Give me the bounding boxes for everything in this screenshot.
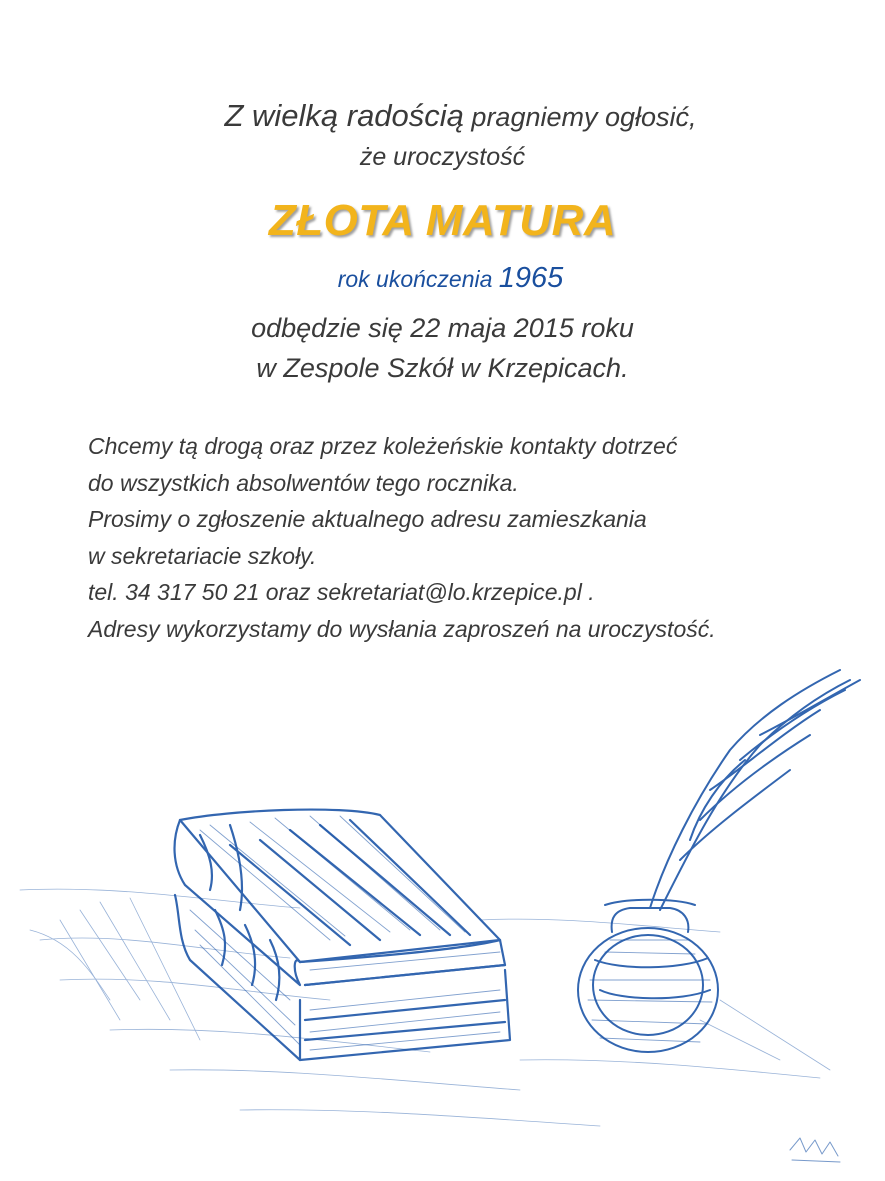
- artist-signature-scribble: [790, 1138, 840, 1162]
- event-date: odbędzie się 22 maja 2015 roku: [251, 313, 634, 343]
- contact-line: tel. 34 317 50 21 oraz sekretariat@lo.krzepice.pl .: [88, 579, 595, 605]
- message-line: do wszystkich absolwentów tego rocznika.: [88, 469, 519, 496]
- message-line: Chcemy tą drogą oraz przez koleżeńskie kontakty dotrzeć: [88, 433, 678, 459]
- intro-line: [18, 98, 885, 134]
- intro-emphasis: Z wielką radością: [224, 98, 464, 133]
- intro-rest: pragniemy ogłosić,: [463, 102, 697, 132]
- message-line: w sekretariacie szkoły.: [88, 542, 317, 569]
- year-label: rok ukończenia: [337, 266, 499, 292]
- sketch-illustration: [0, 640, 885, 1181]
- message-line: Prosimy o zgłoszenie aktualnego adresu zamieszkania: [88, 506, 647, 532]
- quill-inkwell-sketch-icon: [578, 670, 860, 1052]
- message-line: Adresy wykorzystamy do wysłania zaproszeń na uroczystość.: [88, 615, 716, 642]
- books-sketch-icon: [175, 810, 510, 1060]
- graduation-year: 1965: [498, 262, 564, 294]
- event-place: w Zespole Szkół w Krzepicach.: [256, 353, 629, 383]
- event-title: ZŁOTA MATURA: [268, 196, 617, 245]
- graduation-year-line: [8, 262, 885, 295]
- message-paragraph: [88, 428, 848, 647]
- intro-line-2: że uroczystość: [359, 143, 526, 171]
